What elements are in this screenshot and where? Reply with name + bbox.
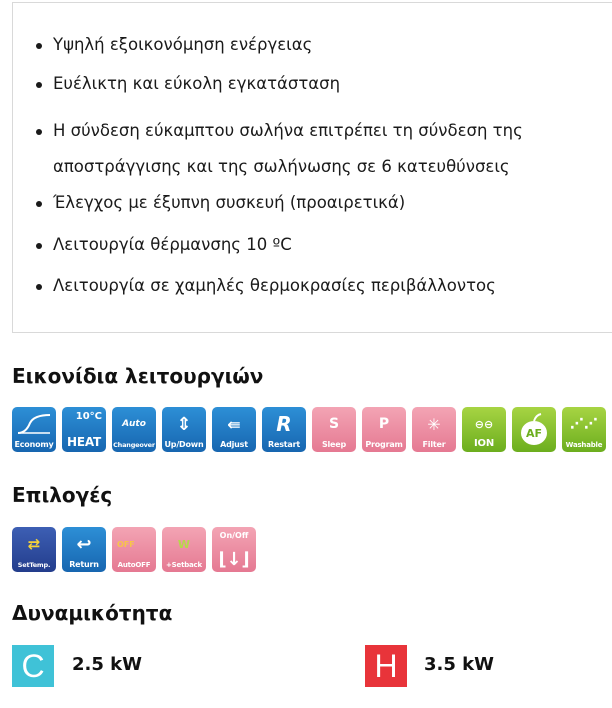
set-temp-label: SetTemp. <box>17 561 51 569</box>
adjust-label: Adjust <box>220 440 248 449</box>
adjust-icon: ⇚ Adjust <box>212 407 256 452</box>
program-glyph: P <box>378 416 390 432</box>
restart-label: Restart <box>268 440 300 449</box>
feature-item: Ευέλικτη και εύκολη εγκατάσταση <box>53 66 598 102</box>
ion-label: ION <box>474 438 494 449</box>
options-title: Επιλογές <box>12 483 113 507</box>
function-icons-row <box>12 407 606 452</box>
sleep-icon <box>312 407 356 452</box>
auto-off-icon <box>112 527 156 572</box>
auto-off-label: AutoOFF <box>117 561 151 569</box>
economy-icon <box>12 407 56 452</box>
economy-label: Economy <box>14 440 54 449</box>
up-down-icon: ⇕ Up/Down <box>162 407 206 452</box>
cooling-badge: C <box>12 645 54 687</box>
heating-capacity-value: 3.5 kW <box>424 654 494 675</box>
apple-filter-glyph: AF <box>525 426 543 440</box>
heat-icon <box>62 407 106 452</box>
feature-item: Η σύνδεση εύκαμπτου σωλήνα επιτρέπει τη σύνδεση της αποστράγγισης και της σωλήνωσης σε 6 κατευθύνσεις <box>53 113 598 185</box>
feature-item: Λειτουργία σε χαμηλές θερμοκρασίες περιβάλλοντος <box>53 268 598 304</box>
heat-glyph: 10°C <box>75 410 102 422</box>
heat-label: HEAT <box>67 435 101 449</box>
auto-changeover-icon <box>112 407 156 452</box>
heating-badge: H <box>365 645 407 687</box>
on-off-timer-icon: On/Off ⌊↓⌋ <box>212 527 256 572</box>
apple-filter-icon <box>512 407 556 452</box>
setback-glyph: W <box>177 537 191 551</box>
return-icon: ↩ Return <box>62 527 106 572</box>
on-off-glyph: On/Off <box>219 530 249 540</box>
washable-label: Washable <box>565 441 603 449</box>
capacity-title: Δυναμικότητα <box>12 601 173 625</box>
sleep-label: Sleep <box>321 440 347 449</box>
setback-label: +Setback <box>166 561 202 569</box>
sleep-glyph: S <box>328 416 340 432</box>
return-label: Return <box>69 560 99 569</box>
option-icons-row <box>12 527 256 572</box>
program-icon <box>362 407 406 452</box>
auto-off-glyph: OFF <box>117 539 135 549</box>
functions-title: Εικονίδια λειτουργιών <box>12 364 264 388</box>
restart-glyph: R <box>276 412 292 436</box>
changeover-label: Changeover <box>113 441 155 449</box>
feature-item: Λειτουργία θέρμανσης 10 ºC <box>53 227 598 263</box>
filter-icon: ✳ Filter <box>412 407 456 452</box>
restart-icon <box>262 407 306 452</box>
up-down-label: Up/Down <box>164 440 204 449</box>
setback-icon <box>162 527 206 572</box>
auto-glyph: Auto <box>122 419 146 429</box>
set-temp-icon: ⇄ SetTemp. <box>12 527 56 572</box>
cooling-capacity-value: 2.5 kW <box>72 654 142 675</box>
filter-label: Filter <box>422 440 446 449</box>
features-box <box>12 2 612 333</box>
feature-item: Υψηλή εξοικονόμηση ενέργειας <box>53 27 598 63</box>
washable-icon: ⋰⋰ Washable <box>562 407 606 452</box>
program-label: Program <box>365 440 403 449</box>
ion-icon: ⊖⊖ ION <box>462 407 506 452</box>
feature-item: Έλεγχος με έξυπνη συσκευή (προαιρετικά) <box>53 185 598 221</box>
